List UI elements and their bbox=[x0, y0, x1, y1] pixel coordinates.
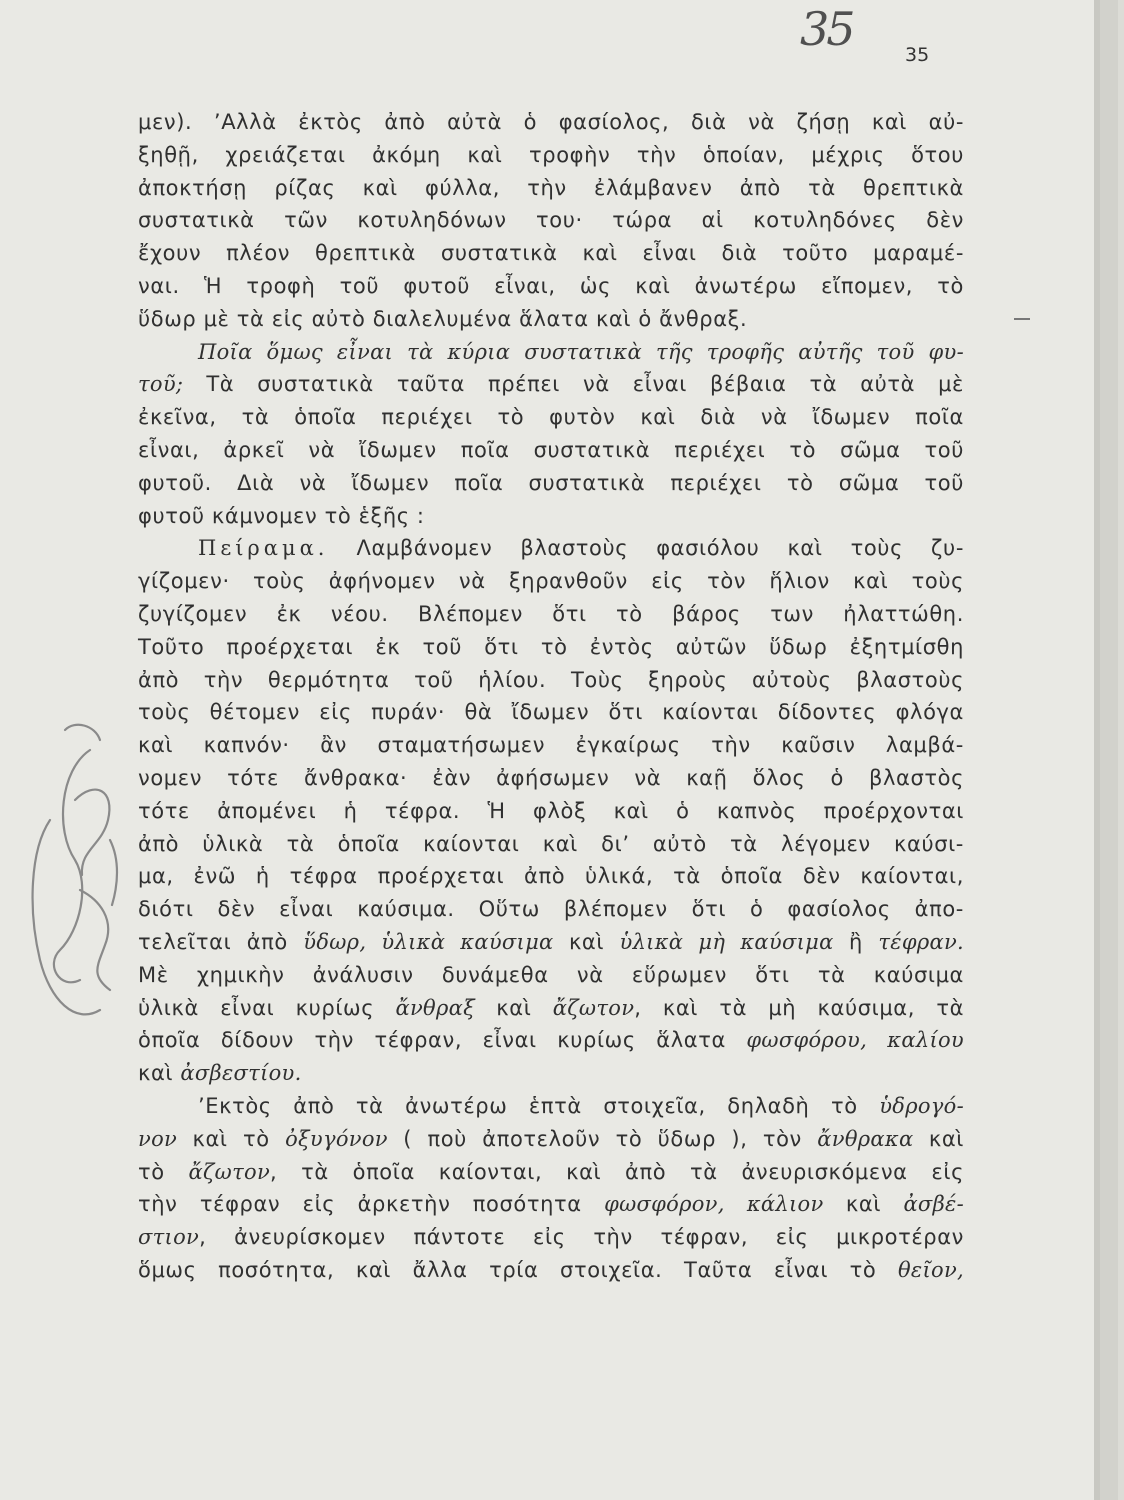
text-line: ἐκεῖνα, τὰ ὁποῖα περιέχει τὸ φυτὸν καὶ διὰ νὰ ἴδωμεν ποῖα bbox=[138, 405, 964, 430]
italic-text: ἄνθραξ bbox=[395, 995, 475, 1020]
text-line bbox=[138, 1156, 964, 1189]
text-line: τοὺς θέτομεν εἰς πυράν· θὰ ἴδωμεν ὅτι καίονται δίδοντες φλόγα bbox=[138, 700, 964, 725]
text-span: τελεῖται ἀπὸ bbox=[138, 929, 304, 954]
text-span: , καὶ τὰ μὴ καύσιμα, τὰ bbox=[634, 995, 965, 1020]
text-span: , τὰ ὁποῖα καίονται, καὶ ἀπὸ τὰ ἀνευρισκόμενα εἰς bbox=[270, 1159, 965, 1184]
italic-text: ὕδωρ, ὑλικὰ καύσιμα bbox=[303, 929, 554, 954]
text-line: Μὲ χημικὴν ἀνάλυσιν δυνάμεθα νὰ εὕρωμεν ὅτι τὰ καύσιμα bbox=[138, 962, 964, 987]
text-span: ὑλικὰ εἶναι κυρίως bbox=[138, 995, 396, 1020]
text-span: καὶ bbox=[553, 929, 620, 954]
text-line: ὕδωρ μὲ τὰ εἰς αὐτὸ διαλελυμένα ἅλατα καὶ ὁ ἄνθραξ. bbox=[138, 306, 748, 331]
italic-question: Ποῖα ὅμως εἶναι τὰ κύρια συστατικὰ τῆς τροφῆς αὐτῆς τοῦ φυ- bbox=[198, 339, 964, 364]
text-span: καὶ τὸ bbox=[177, 1126, 286, 1151]
text-line bbox=[138, 336, 964, 369]
text-line bbox=[138, 368, 964, 401]
italic-text: τέφραν. bbox=[878, 929, 964, 954]
text-span: Λαμβάνομεν βλαστοὺς φασιόλου καὶ τοὺς ζυ- bbox=[328, 536, 964, 561]
italic-text: ἄζωτον bbox=[188, 1159, 271, 1184]
text-line: ἀποκτήσῃ ρίζας καὶ φύλλα, τὴν ἐλάμβανεν ἀπὸ τὰ θρεπτικὰ bbox=[138, 175, 964, 200]
text-line bbox=[138, 1188, 964, 1221]
text-span: καὶ bbox=[474, 995, 553, 1020]
italic-text: θεῖον, bbox=[897, 1257, 964, 1282]
text-span: καὶ bbox=[823, 1192, 904, 1217]
text-line: φυτοῦ κάμνομεν τὸ ἑξῆς : bbox=[138, 503, 425, 528]
text-line: διότι δὲν εἶναι καύσιμα. Οὕτω βλέπομεν ὅτι ὁ φασίολος ἀπο- bbox=[138, 897, 964, 922]
handwritten-page-number: 35 bbox=[800, 2, 853, 56]
text-line: τότε ἀπομένει ἡ τέφρα. Ἡ φλὸξ καὶ ὁ καπνὸς προέρχονται bbox=[138, 798, 964, 823]
text-line bbox=[138, 1090, 964, 1123]
text-span: , ἀνευρίσκομεν πάντοτε εἰς τὴν τέφραν, εἰς μικροτέραν bbox=[199, 1225, 964, 1250]
text-line bbox=[138, 532, 964, 565]
text-line: ξηθῇ, χρειάζεται ἀκόμη καὶ τροφὴν τὴν ὁποίαν, μέχρις ὅτου bbox=[138, 142, 964, 167]
text-span: καὶ bbox=[913, 1126, 964, 1151]
text-span: Τὰ συστατικὰ ταῦτα πρέπει νὰ εἶναι βέβαια τὰ αὐτὰ μὲ bbox=[183, 372, 964, 397]
italic-text: φωσφόρον, κάλιον bbox=[604, 1192, 824, 1217]
text-span: καὶ bbox=[138, 1061, 181, 1086]
text-span: τὴν τέφραν εἰς ἀρκετὴν ποσότητα bbox=[138, 1192, 605, 1217]
text-line bbox=[138, 1057, 964, 1090]
handwritten-signature-stamp bbox=[20, 710, 130, 1040]
italic-text: ἄζωτον bbox=[552, 995, 635, 1020]
text-span: ὅμως ποσότητα, καὶ ἄλλα τρία στοιχεῖα. Ταῦτα εἶναι τὸ bbox=[138, 1257, 898, 1282]
text-line bbox=[138, 992, 964, 1025]
text-line: συστατικὰ τῶν κοτυληδόνων του· τώρα αἱ κοτυληδόνες δὲν bbox=[138, 208, 964, 233]
text-line: ἀπὸ ὑλικὰ τὰ ὁποῖα καίονται καὶ δι’ αὐτὸ τὰ λέγομεν καύσι- bbox=[138, 831, 964, 856]
text-line: Τοῦτο προέρχεται ἐκ τοῦ ὅτι τὸ ἐντὸς αὐτῶν ὕδωρ ἐξητμίσθη bbox=[138, 634, 964, 659]
italic-text: ἀσβέ- bbox=[903, 1192, 964, 1217]
text-span: τὸ bbox=[138, 1159, 189, 1184]
experiment-heading: Πείραμα. bbox=[198, 536, 329, 561]
italic-text: ὑλικὰ μὴ καύσιμα bbox=[619, 929, 834, 954]
text-span: ( ποὺ ἀποτελοῦν τὸ ὕδωρ ), τὸν bbox=[387, 1126, 818, 1151]
italic-text: τοῦ; bbox=[138, 372, 184, 397]
italic-text: ἄνθρακα bbox=[817, 1126, 914, 1151]
text-line: νομεν τότε ἄνθρακα· ἐὰν ἀφήσωμεν νὰ καῇ ὅλος ὁ βλαστὸς bbox=[138, 765, 964, 790]
text-line bbox=[138, 1221, 964, 1254]
text-span: ’Εκτὸς ἀπὸ τὰ ἀνωτέρω ἑπτὰ στοιχεῖα, δηλαδὴ τὸ bbox=[198, 1093, 880, 1118]
body-text bbox=[138, 106, 964, 1287]
italic-text: ἀσβεστίου. bbox=[180, 1061, 302, 1086]
italic-text: νον bbox=[138, 1126, 178, 1151]
text-line bbox=[138, 1123, 964, 1156]
text-line: καὶ καπνόν· ἂν σταματήσωμεν ἐγκαίρως τὴν καῦσιν λαμβά- bbox=[138, 733, 964, 758]
italic-text: φωσφόρου, καλίου bbox=[746, 1028, 964, 1053]
printed-page-number: 35 bbox=[905, 44, 930, 66]
text-line: γίζομεν· τοὺς ἀφήνομεν νὰ ξηρανθοῦν εἰς τὸν ἥλιον καὶ τοὺς bbox=[138, 569, 964, 594]
italic-text: ὑδρογό- bbox=[879, 1093, 964, 1118]
text-line bbox=[138, 1254, 964, 1287]
text-line: ἔχουν πλέον θρεπτικὰ συστατικὰ καὶ εἶναι διὰ τοῦτο μαραμέ- bbox=[138, 241, 964, 266]
text-line: μεν). ’Αλλὰ ἐκτὸς ἀπὸ αὐτὰ ὁ φασίολος, διὰ νὰ ζήσῃ καὶ αὐ- bbox=[138, 110, 964, 134]
italic-text: ὀξυγόνον bbox=[285, 1126, 388, 1151]
text-line: ζυγίζομεν ἐκ νέου. Βλέπομεν ὅτι τὸ βάρος των ἠλαττώθη. bbox=[138, 601, 964, 626]
text-line: εἶναι, ἀρκεῖ νὰ ἴδωμεν ποῖα συστατικὰ περιέχει τὸ σῶμα τοῦ bbox=[138, 437, 964, 462]
margin-mark bbox=[1014, 318, 1030, 320]
text-line: ἀπὸ τὴν θερμότητα τοῦ ἡλίου. Τοὺς ξηροὺς αὐτοὺς βλαστοὺς bbox=[138, 667, 964, 692]
text-line bbox=[138, 1024, 964, 1057]
text-line: φυτοῦ. Διὰ νὰ ἴδωμεν ποῖα συστατικὰ περιέχει τὸ σῶμα τοῦ bbox=[138, 470, 964, 495]
text-line: ναι. Ἡ τροφὴ τοῦ φυτοῦ εἶναι, ὡς καὶ ἀνωτέρω εἴπομεν, τὸ bbox=[138, 273, 964, 298]
italic-text: στιον bbox=[138, 1225, 200, 1250]
text-line bbox=[138, 926, 964, 959]
text-span: ἢ bbox=[833, 929, 879, 954]
text-span: ὁποῖα δίδουν τὴν τέφραν, εἶναι κυρίως ἅλατα bbox=[138, 1028, 747, 1053]
text-line: μα, ἐνῶ ἡ τέφρα προέρχεται ἀπὸ ὑλικά, τὰ ὁποῖα δὲν καίονται, bbox=[138, 864, 964, 889]
